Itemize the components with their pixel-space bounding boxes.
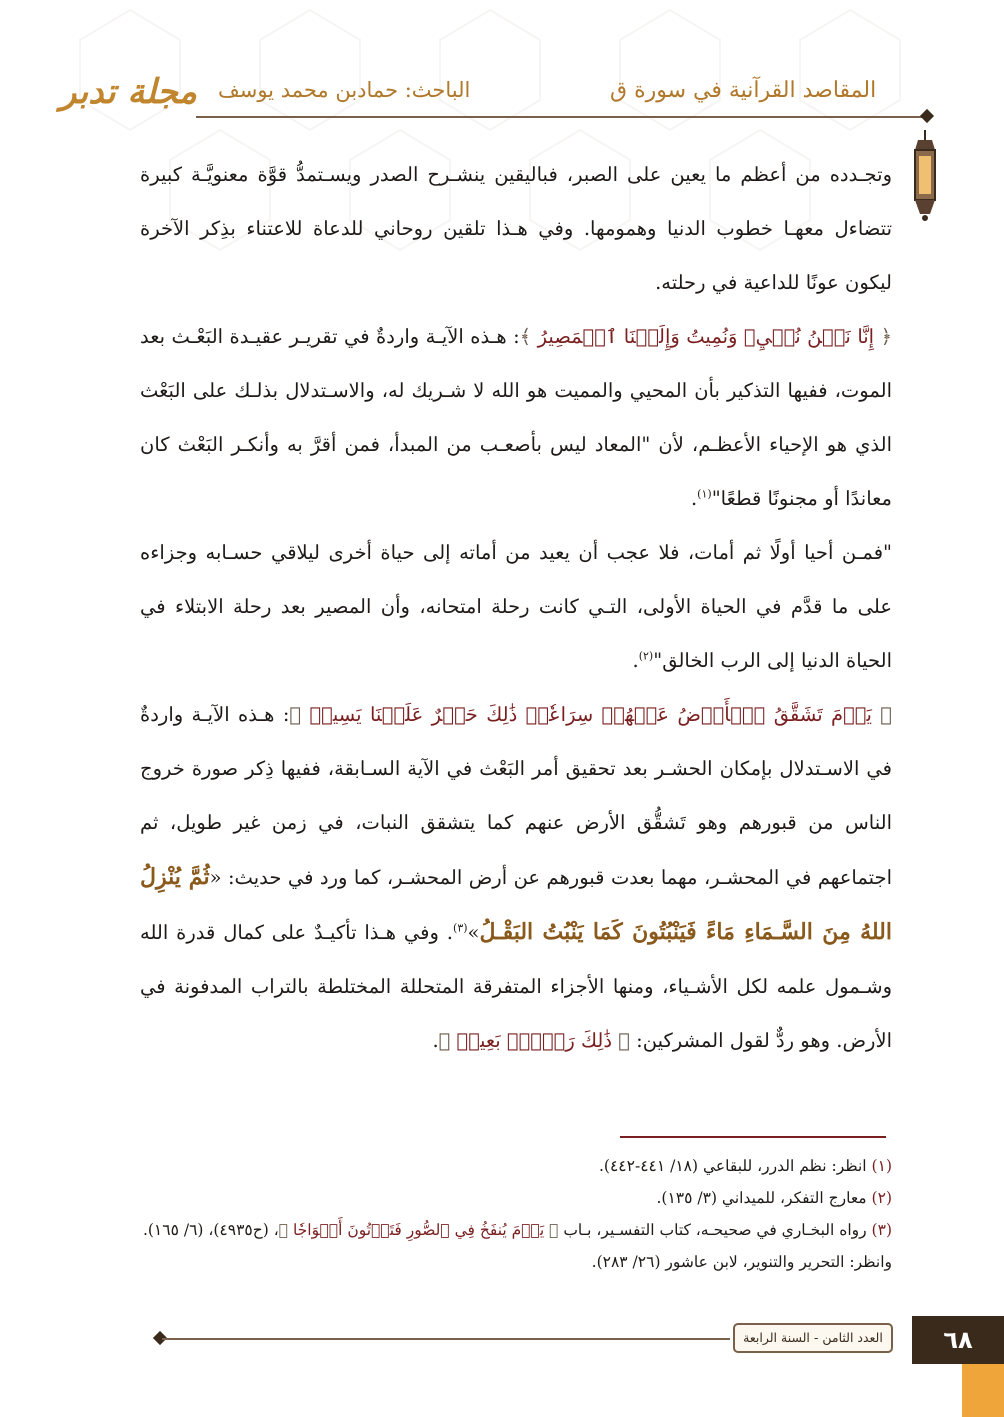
paragraph-1: وتجـدده من أعظم ما يعين على الصبر، فباليقين ينشـرح الصدر ويسـتمدُّ قوَّة معنويَّـة كبيرة تتضاءل معهـا خطوب الدنيا وهمومها. وفي هـذا تلقين روحاني للدعاة للاعتناء بذِكر الآخرة ليكون عونًا للداعية في رحلته. xyxy=(140,163,892,294)
footnote-item: (٣) رواه البخـاري في صحيحـه، كتاب التفسـير، بـاب ﴿ يَوۡمَ يُنفَخُ فِي ٱلصُّورِ فَتَأۡتُونَ أَفۡوَاجٗا ﴾، (ح٤٩٣٥)، (٦/ ١٦٥). وانظر: التحرير والتنوير، لابن عاشور (٢٦/ ٢٨٣). xyxy=(142,1221,892,1271)
footnote-text: معارج التفكر، للميداني (٣/ ١٣٥). xyxy=(656,1189,867,1207)
journal-logo: مجلة تدبر xyxy=(60,72,198,112)
footer-rule xyxy=(162,1338,730,1340)
page-number: ٦٨ xyxy=(912,1316,1004,1364)
paragraph-text: . وفي هـذا تأكيـدٌ على كمال قدرة الله وشـمول علمه لكل الأشـياء، ومنها الأجزاء المتفرقة المتحللة المختلطة بالتراب المدفونة في الأرض. وهو ردٌّ لقول المشركين: xyxy=(140,921,892,1052)
paragraph-text: : هـذه الآيـة واردةٌ في تقريـر عقيـدة البَعْـث بعد الموت، ففيها التذكير بأن المحيي والمميت هو الله لا شـريك له، والاسـتدلال بذلـك على البَعْث الذي هو الإحياء الأعظـم، لأن "المعاد ليس بأصعـب من المبدأ، فمن أقرَّ به وأنكـر البَعْث كان معاندًا أو مجنونًا قطعًا" xyxy=(140,325,892,510)
footnote-item xyxy=(140,1150,892,1182)
quran-verse: إِنَّا نَحۡنُ نُحۡيِۦ وَنُمِيتُ وَإِلَيۡنَا ٱلۡمَصِيرُ xyxy=(537,325,875,348)
footnote-separator xyxy=(620,1136,886,1138)
header-diamond-ornament xyxy=(920,109,934,123)
footnote-item xyxy=(140,1182,892,1214)
footnote-text: انظر: نظم الدرر، للبقاعي (١٨/ ٤٤١-٤٤٢). xyxy=(598,1157,867,1175)
footnote-ref-3[interactable]: (٣) xyxy=(453,921,468,935)
article-body xyxy=(140,148,892,1068)
footnotes xyxy=(140,1150,892,1278)
footnote-text: ، (ح٤٩٣٥)، (٦/ ١٦٥). وانظر: التحرير والتنوير، لابن عاشور (٢٦/ ٢٨٣). xyxy=(142,1221,892,1271)
paragraph-2: ﴿ إِنَّا نَحۡنُ نُحۡيِۦ وَنُمِيتُ وَإِلَيۡنَا ٱلۡمَصِيرُ ﴾: هـذه الآيـة واردةٌ في تقريـر عقيـدة البَعْـث بعد الموت، ففيها التذكير بأن المحيي والمميت هو الله لا شـريك له، والاسـتدلال بذلـك على البَعْث الذي هو الإحياء الأعظـم، لأن "المعاد ليس بأصعـب من المبدأ، فمن أقرَّ به وأنكـر البَعْث كان معاندًا أو مجنونًا قطعًا"$^{(١)}$. xyxy=(140,325,893,510)
quran-verse: يَوۡمَ يُنفَخُ فِي ٱلصُّورِ فَتَأۡتُونَ أَفۡوَاجٗا xyxy=(292,1221,545,1239)
footnote-ref-1[interactable]: (١) xyxy=(697,487,712,501)
footnote-number: (٣) xyxy=(871,1221,892,1239)
quran-verse: ذَٰلِكَ رَجۡعُۢ بَعِيدٞ xyxy=(456,1029,613,1052)
paragraph-text: : هـذه الآيـة واردةٌ في الاسـتدلال بإمكان الحشـر بعد تحقيق أمر البَعْث في الآية السـابقة، ففيها ذِكر صورة خروج الناس من قبورهم وهو تَشقُّق الأرض عنهم كما يتشقق النبات، في زمن غير طويل، ثم اجتماعهم في المحشـر، مهما بعدت قبورهم عن أرض المحشـر، كما ورد في حديث: « xyxy=(140,703,892,889)
header-rule xyxy=(196,116,926,118)
researcher-name: الباحث: حمادبن محمد يوسف xyxy=(218,78,471,102)
page-header xyxy=(0,0,1004,130)
footnote-ref-2[interactable]: (٢) xyxy=(638,649,654,663)
footnote-number: (١) xyxy=(871,1157,892,1175)
footnote-number: (٢) xyxy=(871,1189,892,1207)
article-title: المقاصد القرآنية في سورة ق xyxy=(610,78,877,103)
footnote-text: رواه البخـاري في صحيحـه، كتاب التفسـير، بـاب xyxy=(563,1221,867,1239)
paragraph-3: "فمـن أحيا أولًا ثم أمات، فلا عجب أن يعيد من أماته إلى حياة أخرى ليلاقي حسـابه وجزاءه على ما قدَّم في الحياة الأولى، التـي كانت رحلة امتحانه، وأن المصير بعد رحلة الابتلاء في الحياة الدنيا إلى الرب الخالق"$^{(٢)}$. xyxy=(140,541,892,672)
side-color-strip xyxy=(962,1364,1004,1417)
lantern-icon xyxy=(912,130,938,222)
paragraph-text: "فمـن أحيا أولًا ثم أمات، فلا عجب أن يعيد من أماته إلى حياة أخرى ليلاقي حسـابه وجزاءه على ما قدَّم في الحياة الأولى، التـي كانت رحلة امتحانه، وأن المصير بعد رحلة الابتلاء في الحياة الدنيا إلى الرب الخالق" xyxy=(140,541,892,672)
paragraph-4: ﴿ يَوۡمَ تَشَقَّقُ ٱلۡأَرۡضُ عَنۡهُمۡ سِرَاعٗاۚ ذَٰلِكَ حَشۡرٌ عَلَيۡنَا يَسِيرٞ ﴾: هـذه الآيـة واردةٌ في الاسـتدلال بإمكان الحشـر بعد تحقيق أمر البَعْث في الآية السـابقة، ففيها ذِكر صورة خروج الناس من قبورهم وهو تَشقُّق الأرض عنهم كما يتشقق النبات، في زمن غير طويل، ثم اجتماعهم في المحشـر، مهما بعدت قبورهم عن أرض المحشـر، كما ورد في حديث: «ثُمَّ يُنْزِلُ اللهُ مِنَ السَّـمَاءِ مَاءً فَيَنْبُتُونَ كَمَا يَنْبُتُ البَقْـلُ»$^{(٣)}$. وفي هـذا تأكيـدٌ على كمال قدرة الله وشـمول علمه لكل الأشـياء، ومنها الأجزاء المتفرقة المتحللة المختلطة بالتراب المدفونة في الأرض. وهو ردٌّ لقول المشركين: ﴿ ذَٰلِكَ رَجۡعُۢ بَعِيدٞ ﴾. xyxy=(140,703,893,1052)
issue-badge: العدد الثامن - السنة الرابعة xyxy=(733,1323,893,1353)
quran-verse: يَوۡمَ تَشَقَّقُ ٱلۡأَرۡضُ عَنۡهُمۡ سِرَاعٗاۚ ذَٰلِكَ حَشۡرٌ عَلَيۡنَا يَسِيرٞ xyxy=(309,703,872,726)
hadith-quote: ثُمَّ يُنْزِلُ اللهُ مِنَ السَّـمَاءِ مَاءً فَيَنْبُتُونَ كَمَا يَنْبُتُ البَقْـلُ xyxy=(140,864,892,945)
